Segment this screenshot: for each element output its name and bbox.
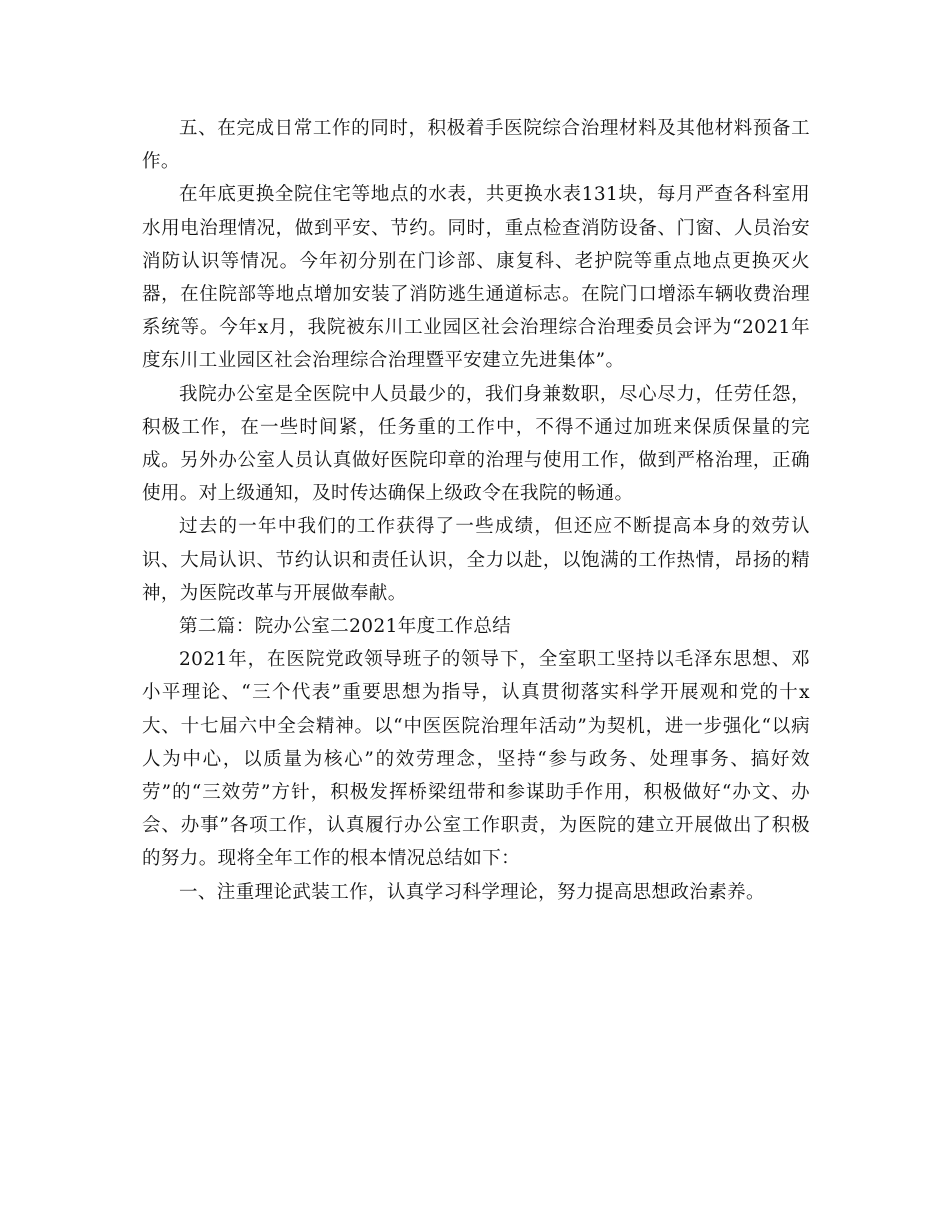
paragraph-office-staff: 我院办公室是全医院中人员最少的，我们身兼数职，尽心尽力，任劳任怨，积极工作，在一些时间紧，任务重的工作中，不得不通过加班来保质保量的完成。另外办公室人员认真做好医院印章的治理与使用工作，做到严格治理，正确使用。对上级通知，及时传达确保上级政令在我院的畅通。 xyxy=(142,383,810,505)
paragraph-section-five: 五、在完成日常工作的同时，积极着手医院综合治理材料及其他材料预备工作。 xyxy=(142,118,810,173)
paragraph-water-meter: 在年底更换全院住宅等地点的水表，共更换水表131块，每月严查各科室用水用电治理情况，做到平安、节约。同时，重点检查消防设备、门窗、人员治安消防认识等情况。今年初分别在门诊部、康复科、老护院等重点地点更换灭火器，在住院部等地点增加安装了消防逃生通道标志。在院门口增添车辆收费治理系统等。今年x月，我院被东川工业园区社会治理综合治理委员会评为“2021年度东川工业园区社会治理综合治理暨平安建立先进集体”。 xyxy=(142,184,810,372)
chapter-title-part-two: 第二篇：院办公室二2021年度工作总结 xyxy=(179,616,512,638)
paragraph-section-one: 一、注重理论武装工作，认真学习科学理论，努力提高思想政治素养。 xyxy=(179,881,765,903)
document-page xyxy=(142,112,810,909)
paragraph-past-year: 过去的一年中我们的工作获得了一些成绩，但还应不断提高本身的效劳认识、大局认识、节约认识和责任认识，全力以赴，以饱满的工作热情，昂扬的精神，为医院改革与开展做奉献。 xyxy=(142,516,810,604)
paragraph-2021-summary: 2021年，在医院党政领导班子的领导下，全室职工坚持以毛泽东思想、邓小平理论、“三个代表”重要思想为指导，认真贯彻落实科学开展观和党的十x大、十七届六中全会精神。以“中医医院治理年活动”为契机，进一步强化“以病人为中心，以质量为核心”的效劳理念，坚持“参与政务、处理事务、搞好效劳”的“三效劳”方针，积极发挥桥梁纽带和参谋助手作用，积极做好“办文、办会、办事”各项工作，认真履行办公室工作职责，为医院的建立开展做出了积极的努力。现将全年工作的根本情况总结如下： xyxy=(142,649,810,870)
